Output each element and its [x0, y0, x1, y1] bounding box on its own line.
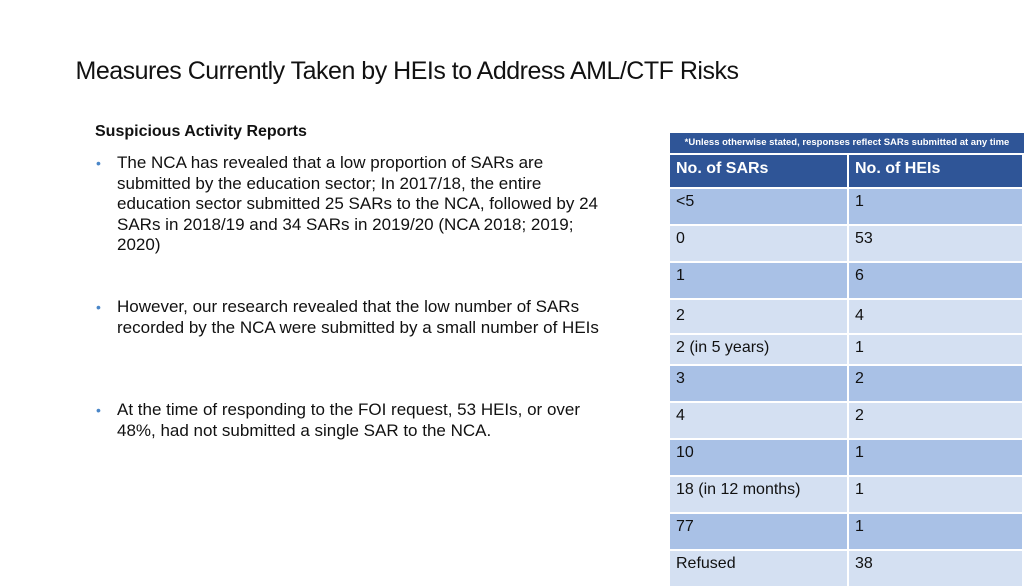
sars-cell: 0: [669, 225, 848, 262]
table-row: [669, 550, 1023, 587]
header-no-of-sars: No. of SARs: [669, 154, 848, 188]
sars-cell: 4: [669, 402, 848, 439]
sars-cell: 2 (in 5 years): [669, 334, 848, 365]
heis-cell: 38: [848, 550, 1023, 587]
table-note: *Unless otherwise stated, responses reflect SARs submitted at any time: [670, 133, 1024, 153]
sars-cell: 1: [669, 262, 848, 299]
heis-cell: 2: [848, 365, 1023, 402]
heis-cell: 53: [848, 225, 1023, 262]
heis-cell: 1: [848, 334, 1023, 365]
slide-title-text: Measures Currently Taken by HEIs to Address AML/CTF Risks: [75, 57, 739, 85]
heis-cell: 2: [848, 402, 1023, 439]
sars-cell: 10: [669, 439, 848, 476]
heis-cell: 1: [848, 513, 1023, 550]
sars-table: [668, 153, 1024, 588]
table-row: [669, 365, 1023, 402]
heis-cell: 6: [848, 262, 1023, 299]
sars-cell: 3: [669, 365, 848, 402]
sars-cell: 18 (in 12 months): [669, 476, 848, 513]
heis-cell: 1: [848, 476, 1023, 513]
section-heading: Suspicious Activity Reports: [95, 123, 307, 140]
bullet-text: However, our research revealed that the low number of SARs recorded by the NCA were submitted by a small number of HEIs: [117, 297, 599, 337]
table-row: [669, 225, 1023, 262]
heis-cell: 1: [848, 188, 1023, 225]
table-row: [669, 476, 1023, 513]
bullet-icon: •: [96, 155, 101, 171]
bullet-text: At the time of responding to the FOI request, 53 HEIs, or over 48%, had not submitted a single SAR to the NCA.: [117, 400, 581, 440]
bullet-item: [96, 153, 617, 256]
bullet-icon: •: [96, 299, 101, 315]
slide-title: [0, 57, 1024, 86]
heis-cell: 4: [848, 299, 1023, 334]
sars-cell: <5: [669, 188, 848, 225]
table-row: [669, 299, 1023, 334]
sars-cell: 77: [669, 513, 848, 550]
table-row: [669, 513, 1023, 550]
heis-cell: 1: [848, 439, 1023, 476]
bullet-text: The NCA has revealed that a low proportion of SARs are submitted by the education sector; In 2017/18, the entire education sector submitted 25 SARs to the NCA, followed by 24 SARs in 2018/19 and 34 SARs in 2019/20 (NCA 2018; 2019; 2020): [117, 153, 598, 254]
sars-cell: Refused: [669, 550, 848, 587]
table-row: [669, 402, 1023, 439]
header-no-of-heis: No. of HEIs: [848, 154, 1023, 188]
bullet-item: [96, 297, 617, 338]
sars-cell: 2: [669, 299, 848, 334]
table-header-row: [669, 154, 1023, 188]
bullet-icon: •: [96, 402, 101, 418]
table-row: [669, 439, 1023, 476]
bullet-item: [96, 400, 617, 441]
table-row: [669, 334, 1023, 365]
table-row: [669, 262, 1023, 299]
table-row: [669, 188, 1023, 225]
